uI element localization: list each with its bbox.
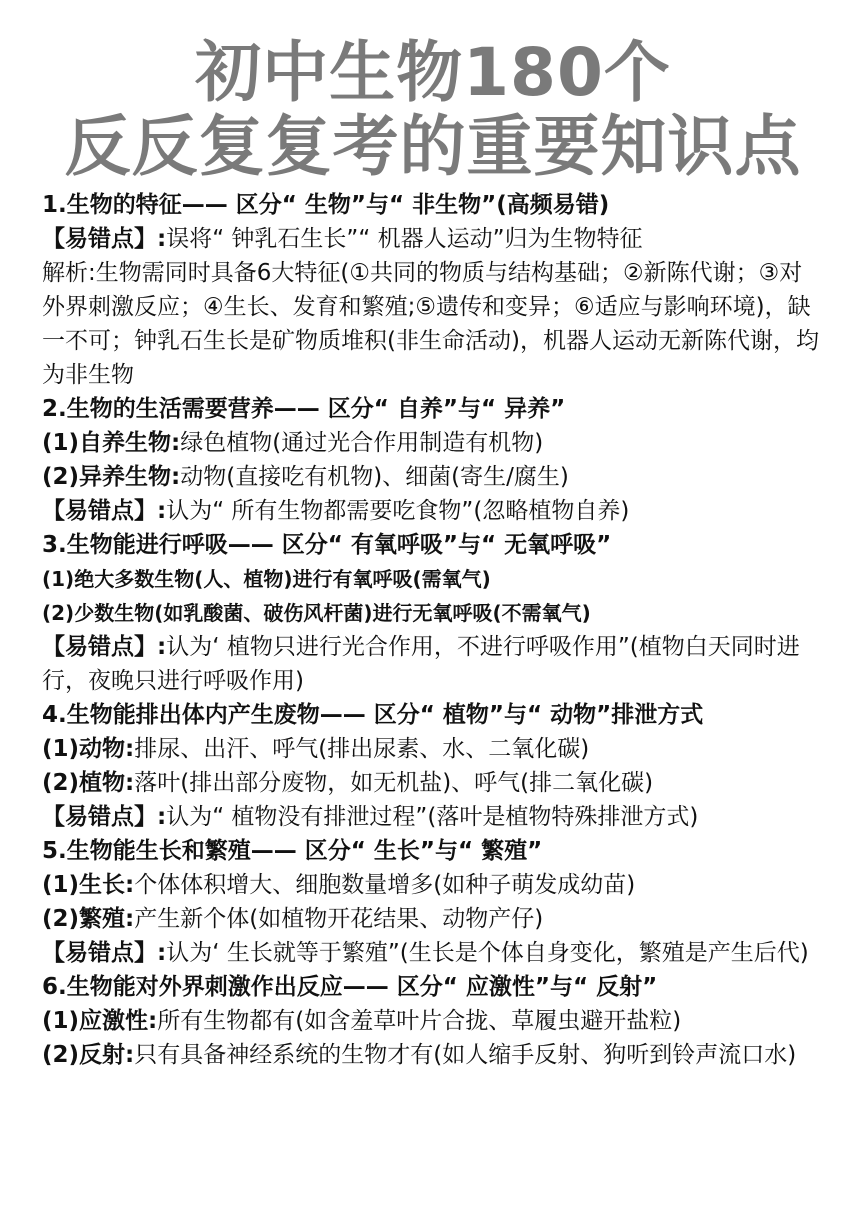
mistake-text: 认为“ 所有生物都需要吃食物”(忽略植物自养) — [166, 498, 630, 524]
mistake-label: 【易错点】: — [42, 498, 167, 524]
mistake-text: 认为‘ 植物只进行光合作用，不进行呼吸作用”(植物白天同时进行，夜晚只进行呼吸作用) — [42, 634, 800, 694]
mistake-note — [42, 800, 824, 834]
mistake-text: 认为“ 植物没有排泄过程”(落叶是植物特殊排泄方式) — [166, 804, 699, 830]
section-heading: 1.生物的特征—— 区分“ 生物”与“ 非生物”(高频易错) — [42, 192, 610, 218]
item-label: (2)植物: — [42, 770, 135, 796]
explanation-text: 解析:生物需同时具备6大特征(①共同的物质与结构基础；②新陈代谢；③对外界刺激反应；④生长、发育和繁殖;⑤遗传和变异；⑥适应与影响环境)，缺一不可；钟乳石生长是矿物质堆积(非生命活动)，机器人运动无新陈代谢，均为非生物 — [42, 260, 819, 388]
mistake-label: 【易错点】: — [42, 226, 167, 252]
list-item — [42, 902, 824, 936]
list-item — [42, 868, 824, 902]
list-item: (2)少数生物(如乳酸菌、破伤风杆菌)进行无氧呼吸(不需氧气) — [42, 601, 591, 625]
section-4 — [42, 698, 824, 834]
item-label: (2)反射: — [42, 1042, 135, 1068]
item-text: 只有具备神经系统的生物才有(如人缩手反射、狗听到铃声流口水) — [134, 1042, 797, 1068]
mistake-note — [42, 630, 824, 698]
item-label: (2)繁殖: — [42, 906, 135, 932]
mistake-label: 【易错点】: — [42, 940, 167, 966]
item-label: (1)自养生物: — [42, 430, 181, 456]
list-item: (1)绝大多数生物(人、植物)进行有氧呼吸(需氧气) — [42, 567, 491, 591]
list-item — [42, 460, 824, 494]
section-heading: 6.生物能对外界刺激作出反应—— 区分“ 应激性”与“ 反射” — [42, 974, 658, 1000]
section-heading: 5.生物能生长和繁殖—— 区分“ 生长”与“ 繁殖” — [42, 838, 543, 864]
item-text: 产生新个体(如植物开花结果、动物产仔) — [134, 906, 544, 932]
mistake-note — [42, 936, 824, 970]
section-3 — [42, 528, 824, 698]
section-heading: 2.生物的生活需要营养—— 区分“ 自养”与“ 异养” — [42, 396, 566, 422]
section-heading: 4.生物能排出体内产生废物—— 区分“ 植物”与“ 动物”排泄方式 — [42, 702, 704, 728]
document-title-line-2: 反反复复考的重要知识点 — [64, 108, 802, 185]
section-1 — [42, 188, 824, 392]
item-text: 个体体积增大、细胞数量增多(如种子萌发成幼苗) — [134, 872, 636, 898]
list-item — [42, 1038, 824, 1072]
list-item — [42, 766, 824, 800]
item-text: 绿色植物(通过光合作用制造有机物) — [180, 430, 544, 456]
section-5 — [42, 834, 824, 970]
list-item — [42, 426, 824, 460]
mistake-text: 误将“ 钟乳石生长”“ 机器人运动”归为生物特征 — [166, 226, 643, 252]
item-text: 所有生物都有(如含羞草叶片合拢、草履虫避开盐粒) — [157, 1008, 682, 1034]
list-item — [42, 1004, 824, 1038]
item-text: 落叶(排出部分废物，如无机盐)、呼气(排二氧化碳) — [134, 770, 654, 796]
item-label: (1)动物: — [42, 736, 135, 762]
item-label: (2)异养生物: — [42, 464, 181, 490]
section-heading: 3.生物能进行呼吸—— 区分“ 有氧呼吸”与“ 无氧呼吸” — [42, 532, 612, 558]
section-2 — [42, 392, 824, 528]
mistake-label: 【易错点】: — [42, 804, 167, 830]
item-text: 动物(直接吃有机物)、细菌(寄生/腐生) — [180, 464, 569, 490]
list-item — [42, 732, 824, 766]
mistake-note — [42, 494, 824, 528]
mistake-label: 【易错点】: — [42, 634, 167, 660]
item-label: (1)生长: — [42, 872, 135, 898]
document-title-line-1: 初中生物180个 — [195, 34, 671, 111]
mistake-note — [42, 222, 824, 256]
mistake-text: 认为‘ 生长就等于繁殖”(生长是个体自身变化，繁殖是产生后代) — [166, 940, 809, 966]
item-label: (1)应激性: — [42, 1008, 158, 1034]
item-text: 排尿、出汗、呼气(排出尿素、水、二氧化碳) — [134, 736, 590, 762]
section-6 — [42, 970, 824, 1072]
